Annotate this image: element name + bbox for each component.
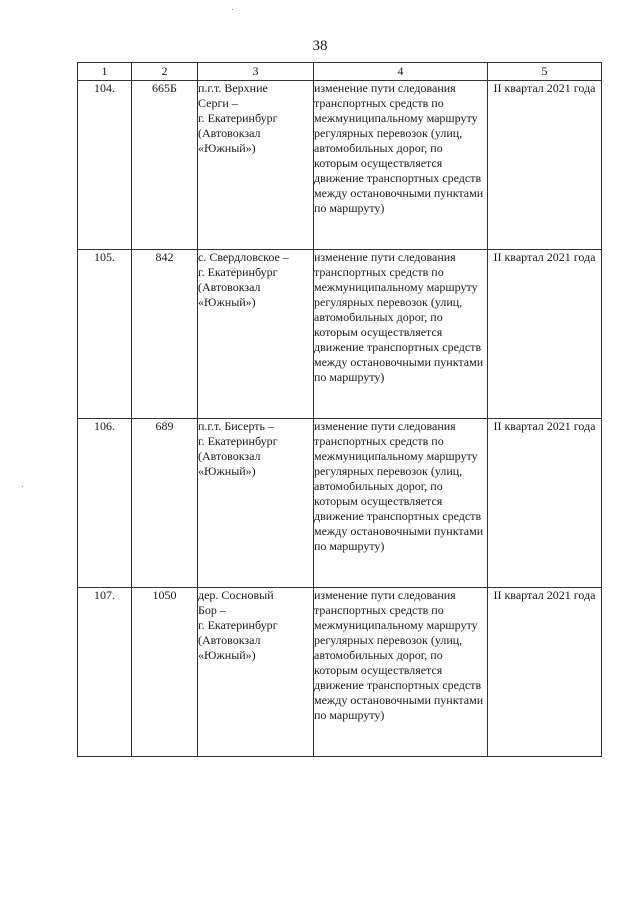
route-number: 842 <box>132 250 198 419</box>
deadline: II квартал 2021 года <box>488 419 602 588</box>
route-name-line: «Южный») <box>198 464 256 478</box>
route-number: 689 <box>132 419 198 588</box>
change-description-text: изменение пути следования транспортных средств по межмуниципальному маршруту регулярных перевозок (улиц, автомобильных дорог, по которым осуществляется движение транспортных средств между остановочными пунктами по маршруту) <box>314 588 484 722</box>
change-description <box>314 419 488 588</box>
route-name-line: дер. Сосновый <box>198 588 274 602</box>
deadline: II квартал 2021 года <box>488 250 602 419</box>
change-description-text: изменение пути следования транспортных средств по межмуниципальному маршруту регулярных перевозок (улиц, автомобильных дорог, по которым осуществляется движение транспортных средств между остановочными пунктами по маршруту) <box>314 81 484 215</box>
scan-speck <box>232 9 233 10</box>
column-header-4: 4 <box>314 63 488 81</box>
route-name <box>198 81 314 250</box>
route-name-line: (Автовокзал <box>198 126 261 140</box>
route-name-line: п.г.т. Верхние <box>198 81 268 95</box>
route-name-line: г. Екатеринбург <box>198 434 278 448</box>
route-name <box>198 419 314 588</box>
change-description <box>314 81 488 250</box>
change-description <box>314 588 488 757</box>
table-row <box>78 81 602 250</box>
route-name-line: «Южный») <box>198 648 256 662</box>
row-number: 107. <box>78 588 132 757</box>
route-number: 1050 <box>132 588 198 757</box>
deadline: II квартал 2021 года <box>488 81 602 250</box>
route-name-line: (Автовокзал <box>198 449 261 463</box>
page-number: 38 <box>312 38 328 54</box>
route-name-line: Бор – <box>198 603 226 617</box>
table-row <box>78 419 602 588</box>
table-row <box>78 250 602 419</box>
route-name-line: «Южный») <box>198 295 256 309</box>
change-description <box>314 250 488 419</box>
route-name-line: (Автовокзал <box>198 633 261 647</box>
column-header-3: 3 <box>198 63 314 81</box>
route-name <box>198 588 314 757</box>
table-row <box>78 588 602 757</box>
route-changes-table <box>77 62 602 757</box>
deadline: II квартал 2021 года <box>488 588 602 757</box>
route-name-line: г. Екатеринбург <box>198 618 278 632</box>
route-name <box>198 250 314 419</box>
row-number: 106. <box>78 419 132 588</box>
route-number: 665Б <box>132 81 198 250</box>
row-number: 105. <box>78 250 132 419</box>
row-number: 104. <box>78 81 132 250</box>
route-name-line: п.г.т. Бисерть – <box>198 419 275 433</box>
column-header-5: 5 <box>488 63 602 81</box>
change-description-text: изменение пути следования транспортных средств по межмуниципальному маршруту регулярных перевозок (улиц, автомобильных дорог, по которым осуществляется движение транспортных средств между остановочными пунктами по маршруту) <box>314 419 484 553</box>
route-name-line: г. Екатеринбург <box>198 111 278 125</box>
route-name-line: г. Екатеринбург <box>198 265 278 279</box>
change-description-text: изменение пути следования транспортных средств по межмуниципальному маршруту регулярных перевозок (улиц, автомобильных дорог, по которым осуществляется движение транспортных средств между остановочными пунктами по маршруту) <box>314 250 484 384</box>
route-name-line: с. Свердловское – <box>198 250 289 264</box>
route-name-line: (Автовокзал <box>198 280 261 294</box>
route-name-line: «Южный») <box>198 141 256 155</box>
scan-speck <box>22 486 23 487</box>
table-header-row <box>78 63 602 81</box>
route-name-line: Серги – <box>198 96 238 110</box>
column-header-1: 1 <box>78 63 132 81</box>
column-header-2: 2 <box>132 63 198 81</box>
